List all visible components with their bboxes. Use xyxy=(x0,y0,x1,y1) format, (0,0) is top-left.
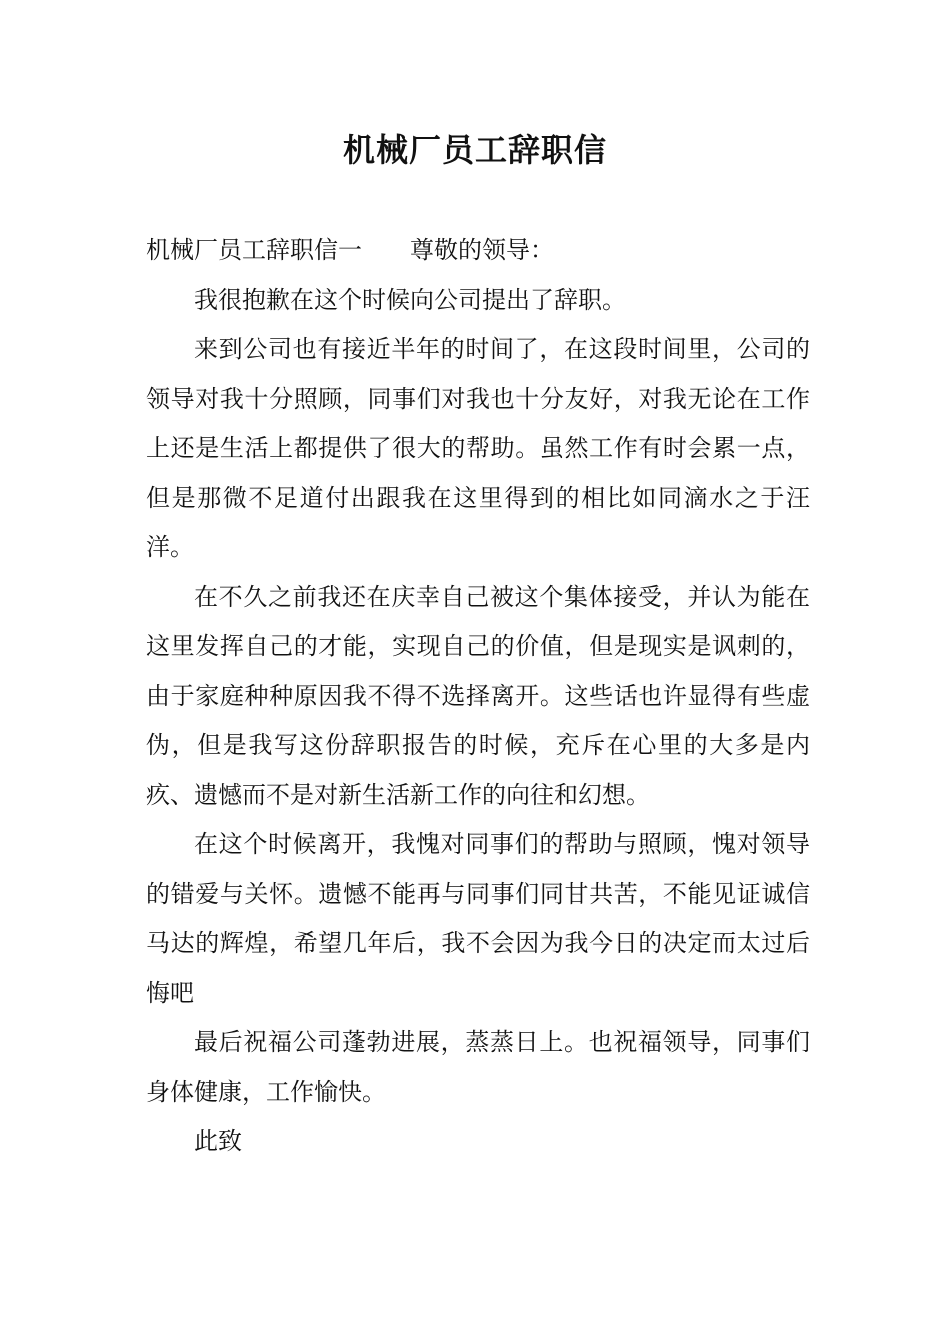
paragraph-regret: 在这个时候离开，我愧对同事们的帮助与照顾，愧对领导的错爱与关怀。遗憾不能再与同事们同甘共苦，不能见证诚信马达的辉煌，希望几年后，我不会因为我今日的决定而太过后悔吧 xyxy=(146,830,810,1007)
paragraph-apology: 我很抱歉在这个时候向公司提出了辞职。 xyxy=(194,285,626,314)
paragraph-experience: 来到公司也有接近半年的时间了，在这段时间里，公司的领导对我十分照顾，同事们对我也十分友好，对我无论在工作上还是生活上都提供了很大的帮助。虽然工作有时会累一点，但是那微不足道付出跟我在这里得到的相比如同滴水之于汪洋。 xyxy=(146,335,810,561)
paragraph-closing: 此致 xyxy=(194,1127,242,1155)
paragraph-wishes: 最后祝福公司蓬勃进展，蒸蒸日上。也祝福领导，同事们身体健康，工作愉快。 xyxy=(146,1028,810,1106)
letter-body xyxy=(146,226,810,1167)
letter-salutation: 尊敬的领导： xyxy=(410,236,554,264)
letter-opening xyxy=(146,226,810,276)
letter-heading: 机械厂员工辞职信一 xyxy=(146,236,362,264)
paragraph-reason: 在不久之前我还在庆幸自己被这个集体接受，并认为能在这里发挥自己的才能，实现自己的价值，但是现实是讽刺的，由于家庭种种原因我不得不选择离开。这些话也许显得有些虚伪，但是我写这份辞职报告的时候，充斥在心里的大多是内疚、遗憾而不是对新生活新工作的向往和幻想。 xyxy=(146,582,810,809)
document-title: 机械厂员工辞职信 xyxy=(342,131,607,169)
